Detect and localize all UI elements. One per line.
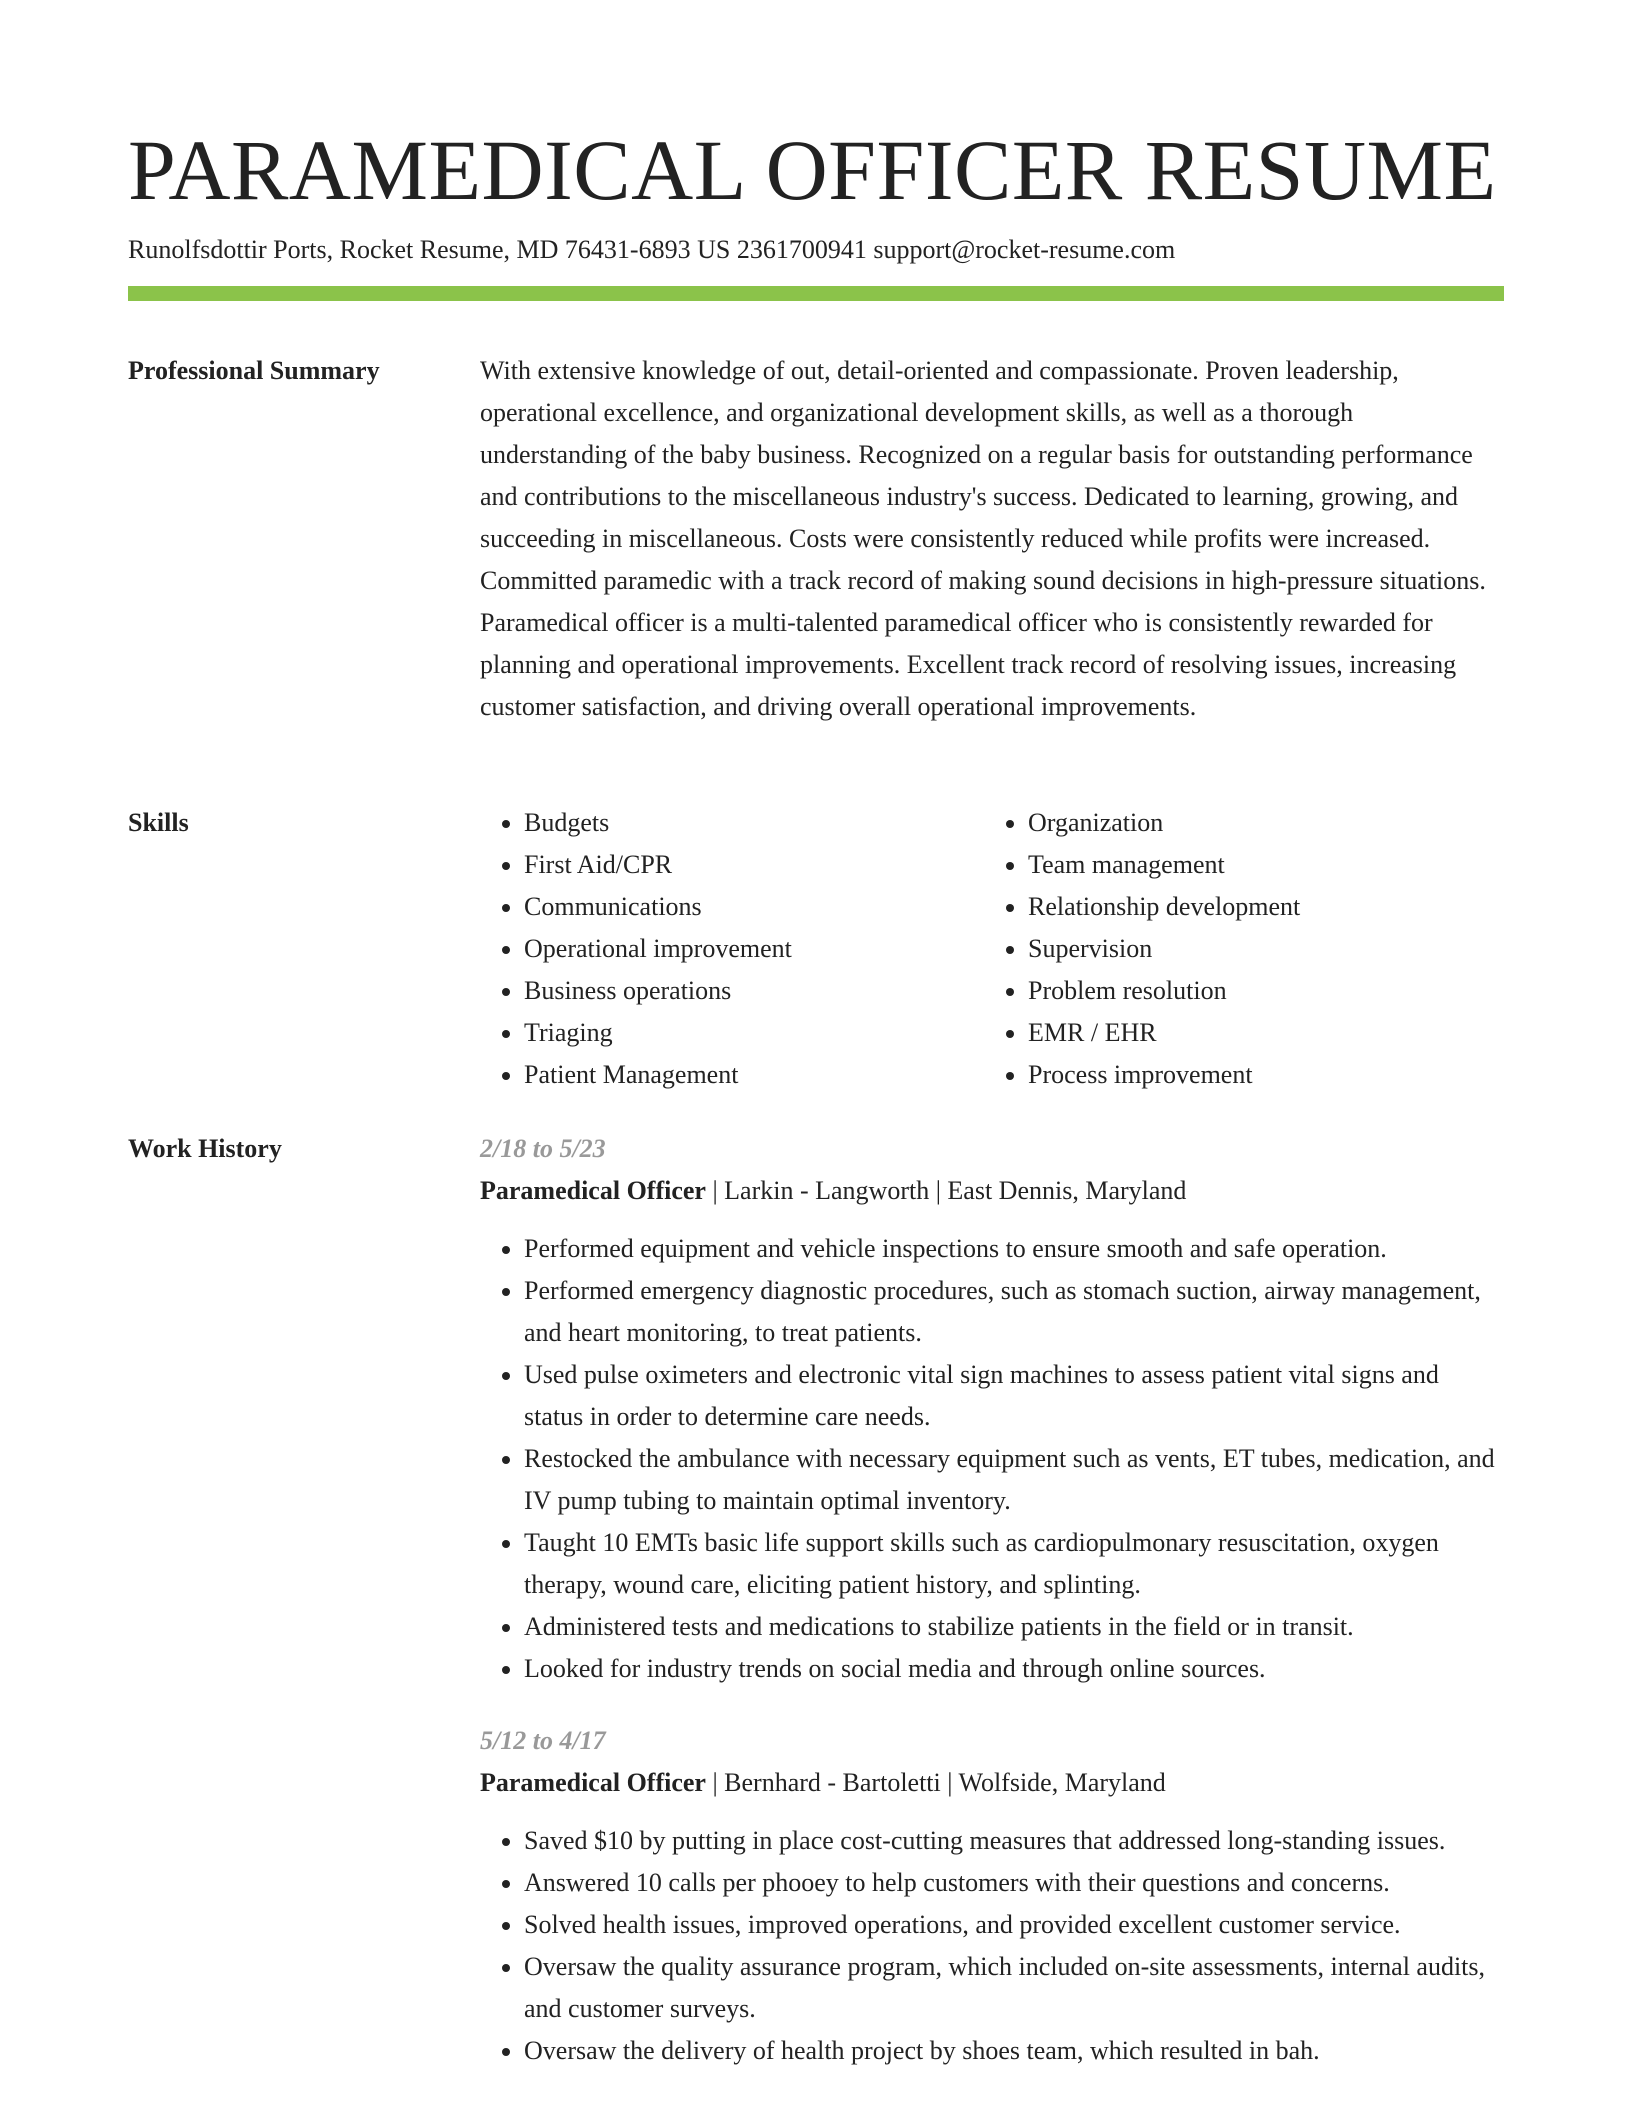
- job-bullet: • Performed equipment and vehicle inspections to ensure smooth and safe operation.: [524, 1228, 1504, 1270]
- job-employer-location: | Larkin - Langworth | East Dennis, Maryland: [705, 1176, 1187, 1205]
- job-bullet: • Used pulse oximeters and electronic vital sign machines to assess patient vital signs and status in order to determine care needs.: [524, 1354, 1504, 1438]
- skill-item: • Operational improvement: [524, 928, 984, 970]
- job-bullet: • Answered 10 calls per phooey to help customers with their questions and concerns.: [524, 1862, 1504, 1904]
- skill-item: • Budgets: [524, 802, 984, 844]
- work-history-section: [480, 1128, 1504, 2072]
- work-history-heading: Work History: [128, 1134, 282, 1163]
- skill-item: • Problem resolution: [1028, 970, 1488, 1012]
- job-entry: [480, 1128, 1504, 1690]
- job-bullets: [480, 1228, 1504, 1690]
- job-bullet: • Solved health issues, improved operations, and provided excellent customer service.: [524, 1904, 1504, 1946]
- summary-text: With extensive knowledge of out, detail-oriented and compassionate. Proven leadership, operational excellence, and organizational development skills, as well as a thorough understanding of the baby business. Recognized on a regular basis for outstanding performance and contributions to the miscellaneous industry's success. Dedicated to learning, growing, and succeeding in miscellaneous. Costs were consistently reduced while profits were increased. Committed paramedic with a track record of making sound decisions in high-pressure situations. Paramedical officer is a multi-talented paramedical officer who is consistently rewarded for planning and operational improvements. Excellent track record of resolving issues, increasing customer satisfaction, and driving overall operational improvements.: [480, 356, 1486, 721]
- skills-list-left: [480, 802, 984, 1096]
- skill-item: • Relationship development: [1028, 886, 1488, 928]
- job-dates: 2/18 to 5/23: [480, 1134, 606, 1163]
- resume-title: PARAMEDICAL OFFICER RESUME: [128, 122, 1497, 218]
- skills-list-right: [984, 802, 1488, 1096]
- contact-line: Runolfsdottir Ports, Rocket Resume, MD 76431-6893 US 2361700941 support@rocket-resume.com: [128, 235, 1176, 264]
- skill-item: • Supervision: [1028, 928, 1488, 970]
- skill-item: • EMR / EHR: [1028, 1012, 1488, 1054]
- job-entry: [480, 1720, 1504, 2072]
- skill-item: • Process improvement: [1028, 1054, 1488, 1096]
- header-divider: [128, 286, 1504, 301]
- job-header: [480, 1170, 1504, 1212]
- job-title: Paramedical Officer: [480, 1768, 706, 1797]
- skill-item: • Patient Management: [524, 1054, 984, 1096]
- skill-item: • Communications: [524, 886, 984, 928]
- job-dates: 5/12 to 4/17: [480, 1726, 606, 1755]
- skill-item: • Organization: [1028, 802, 1488, 844]
- job-title: Paramedical Officer: [480, 1176, 706, 1205]
- skills-section: [480, 802, 1504, 1096]
- skills-heading: Skills: [128, 808, 189, 837]
- job-bullet: • Taught 10 EMTs basic life support skills such as cardiopulmonary resuscitation, oxygen therapy, wound care, eliciting patient history, and splinting.: [524, 1522, 1504, 1606]
- skill-item: • Business operations: [524, 970, 984, 1012]
- skill-item: • First Aid/CPR: [524, 844, 984, 886]
- skill-item: • Team management: [1028, 844, 1488, 886]
- job-bullet: • Administered tests and medications to stabilize patients in the field or in transit.: [524, 1606, 1504, 1648]
- job-header: [480, 1762, 1504, 1804]
- summary-heading: Professional Summary: [128, 356, 380, 385]
- job-bullet: • Restocked the ambulance with necessary equipment such as vents, ET tubes, medication, and IV pump tubing to maintain optimal inventory.: [524, 1438, 1504, 1522]
- job-bullet: • Looked for industry trends on social media and through online sources.: [524, 1648, 1504, 1690]
- skill-item: • Triaging: [524, 1012, 984, 1054]
- job-bullet: • Saved $10 by putting in place cost-cutting measures that addressed long-standing issues.: [524, 1820, 1504, 1862]
- job-bullet: • Oversaw the delivery of health project by shoes team, which resulted in bah.: [524, 2030, 1504, 2072]
- job-employer-location: | Bernhard - Bartoletti | Wolfside, Maryland: [705, 1768, 1166, 1797]
- job-bullets: [480, 1820, 1504, 2072]
- summary-section: [480, 350, 1504, 728]
- job-bullet: • Oversaw the quality assurance program, which included on-site assessments, internal audits, and customer surveys.: [524, 1946, 1504, 2030]
- job-bullet: • Performed emergency diagnostic procedures, such as stomach suction, airway management, and heart monitoring, to treat patients.: [524, 1270, 1504, 1354]
